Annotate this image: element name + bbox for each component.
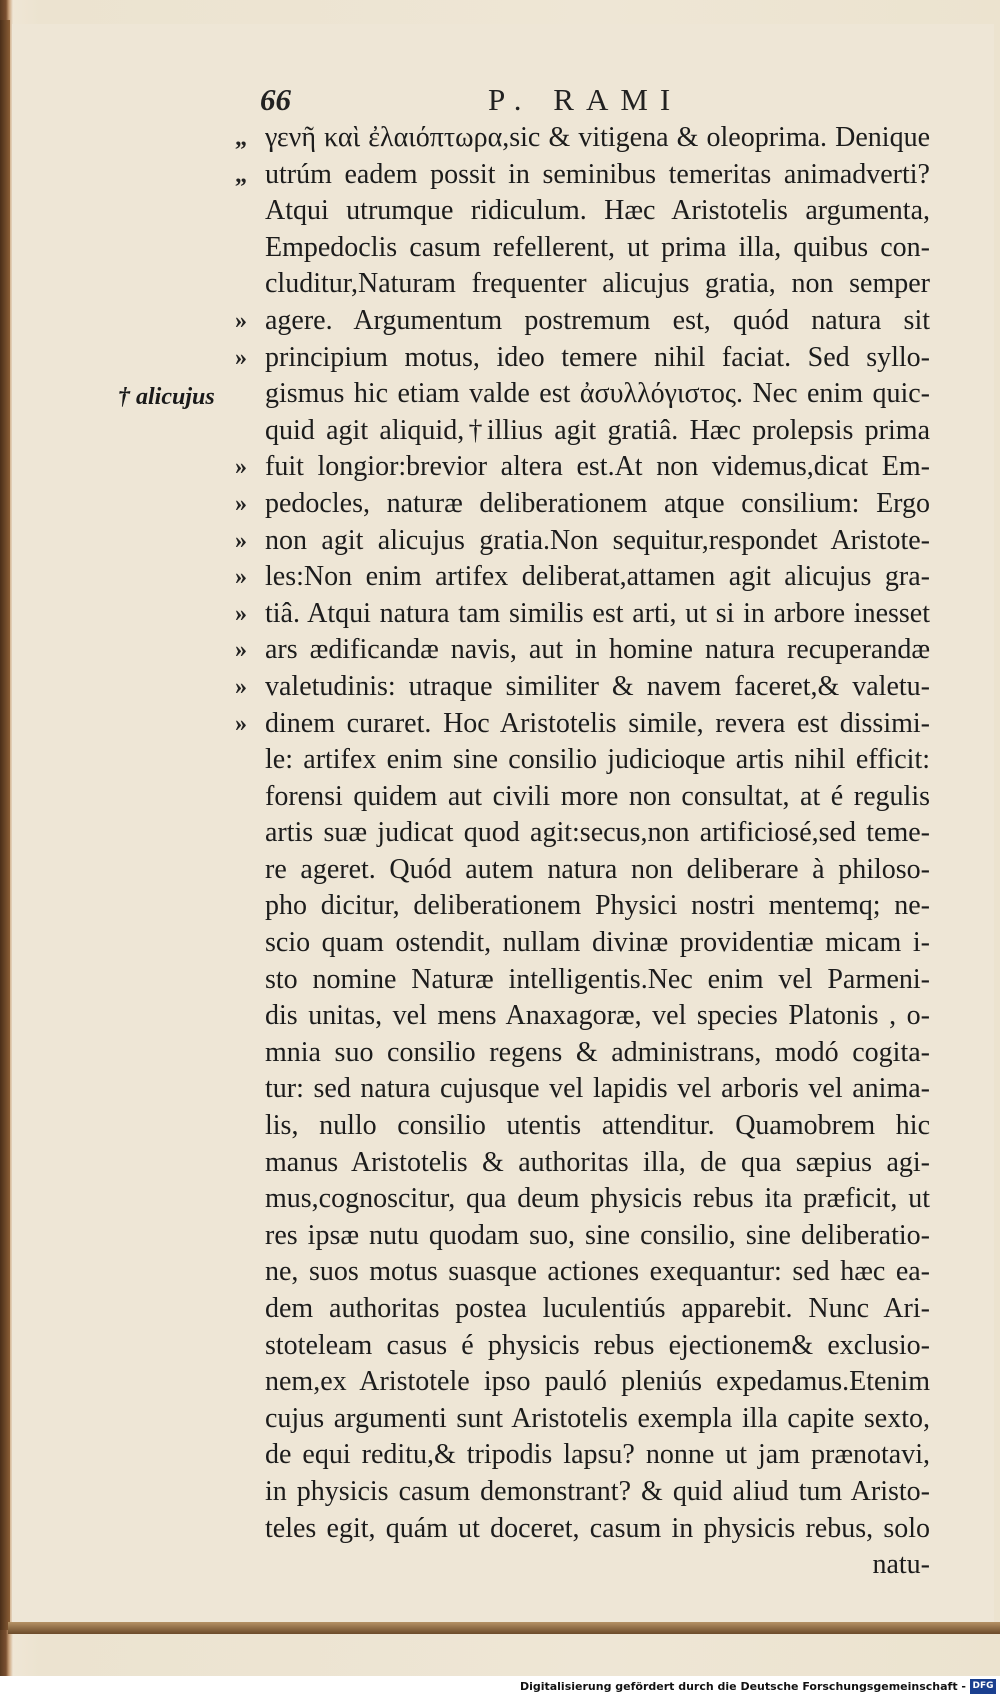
line-text: ars ædificandæ navis, aut in homine natura recuperandæ: [265, 634, 930, 666]
line-text: lis, nullo consilio utentis attenditur. Quamobrem hic: [265, 1110, 930, 1142]
line-text: principium motus, ideo temere nihil faciat. Sed syllo-: [265, 341, 930, 373]
line-text: teles egit, quám ut doceret, casum in physicis rebus, solo: [265, 1512, 930, 1544]
text-line: [235, 559, 930, 596]
page-bottom-edge: [8, 1622, 1000, 1634]
quotation-mark: »: [235, 600, 247, 627]
text-line: [265, 1401, 930, 1438]
line-text: le: artifex enim sine consilio judicioque artis nihil efficit:: [265, 744, 930, 776]
quotation-mark: »: [235, 564, 247, 591]
line-text: mnia suo consilio regens & administrans, modó cogita-: [265, 1036, 930, 1068]
text-line: [265, 779, 930, 816]
line-text: les:Non enim artifex deliberat,attamen agit alicujus gra-: [265, 561, 930, 593]
line-text: nem,ex Aristotele ipso pauló pleniús expedamus.Etenim: [265, 1366, 930, 1398]
quotation-mark: „: [235, 161, 247, 188]
text-line: [265, 1437, 930, 1474]
text-line: [265, 1364, 930, 1401]
quotation-mark: »: [235, 490, 247, 517]
text-line: [265, 193, 930, 230]
text-line: [265, 742, 930, 779]
text-line: [235, 340, 930, 377]
line-text: dis unitas, vel mens Anaxagoræ, vel species Platonis , o-: [265, 1000, 930, 1032]
line-text: manus Aristotelis & authoritas illa, de qua sæpius agi-: [265, 1146, 930, 1178]
body-text: [235, 120, 930, 1584]
line-text: res ipsæ nutu quodam suo, sine consilio, sine deliberatio-: [265, 1219, 930, 1251]
line-text: cluditur,Naturam frequenter alicujus gratia, non semper: [265, 268, 930, 300]
text-line: [265, 852, 930, 889]
line-text: Atqui utrumque ridiculum. Hæc Aristotelis argumenta,: [265, 195, 930, 227]
text-line: [235, 669, 930, 706]
quotation-mark: »: [235, 344, 247, 371]
running-head: P. RAMI: [488, 82, 683, 117]
quotation-mark: »: [235, 637, 247, 664]
line-text: agere. Argumentum postremum est, quód natura sit: [265, 304, 930, 336]
text-line: [235, 303, 930, 340]
text-line: [235, 120, 930, 157]
text-line: [265, 962, 930, 999]
text-line: [265, 1035, 930, 1072]
line-text: gismus hic etiam valde est ἀσυλλόγιστος. Nec enim quic-: [265, 378, 930, 410]
quotation-mark: »: [235, 527, 247, 554]
line-text: pedocles, naturæ deliberationem atque consilium: Ergo: [265, 487, 930, 519]
dfg-logo: DFG: [970, 1679, 996, 1694]
line-text: tiâ. Atqui natura tam similis est arti, ut si in arbore inesset: [265, 597, 930, 629]
text-line: [235, 596, 930, 633]
line-text: non agit alicujus gratia.Non sequitur,respondet Aristote-: [265, 524, 930, 556]
text-line: [265, 815, 930, 852]
text-line: [265, 1511, 930, 1548]
text-line: [235, 523, 930, 560]
quotation-mark: »: [235, 454, 247, 481]
text-line: [265, 1328, 930, 1365]
line-text: sto nomine Naturæ intelligentis.Nec enim vel Parmeni-: [265, 963, 930, 995]
text-line: [265, 230, 930, 267]
catchword: natu-: [872, 1549, 930, 1581]
text-line: [265, 1254, 930, 1291]
line-text: artis suæ judicat quod agit:secus,non artificiosé,sed teme-: [265, 817, 930, 849]
quotation-mark: „: [235, 125, 247, 151]
text-line: [265, 266, 930, 303]
line-text: ne, suos motus suasque actiones exequantur: sed hæc ea-: [265, 1256, 930, 1288]
text-line: [265, 376, 930, 413]
quotation-mark: »: [235, 710, 247, 737]
digitization-footer: [0, 1676, 1000, 1699]
text-line: [265, 925, 930, 962]
line-text: stoteleam casus é physicis rebus ejectionem& exclusio-: [265, 1329, 930, 1361]
marginal-note: † alicujus: [118, 384, 215, 410]
page-header: [0, 82, 1000, 122]
line-text: valetudinis: utraque similiter & navem faceret,& valetu-: [265, 670, 930, 702]
text-line: [265, 1474, 930, 1511]
quotation-mark: »: [235, 307, 247, 334]
line-text: de equi reditu,& tripodis lapsu? nonne ut jam prænotavi,: [265, 1439, 930, 1471]
book-spine: [0, 20, 10, 1630]
line-text: utrúm eadem possit in seminibus temeritas animadverti?: [265, 158, 930, 190]
quotation-mark: »: [235, 673, 247, 700]
text-line: [265, 1181, 930, 1218]
text-line: [265, 1218, 930, 1255]
text-line: [265, 1071, 930, 1108]
page-number: 66: [260, 82, 291, 117]
text-line: [235, 449, 930, 486]
text-line: [265, 1108, 930, 1145]
line-text: dinem curaret. Hoc Aristotelis simile, revera est dissimi-: [265, 707, 930, 739]
line-text: quid agit aliquid,†illius agit gratiâ. Hæc prolepsis prima: [265, 414, 930, 446]
line-text: Empedoclis casum refellerent, ut prima illa, quibus con-: [265, 231, 930, 263]
text-line: [265, 998, 930, 1035]
text-line: [265, 1291, 930, 1328]
line-text: cujus argumenti sunt Aristotelis exempla illa capite sexto,: [265, 1402, 930, 1434]
line-text: pho dicitur, deliberationem Physici nostri mentemq; ne-: [265, 890, 930, 922]
text-line: [235, 632, 930, 669]
line-text: in physicis casum demonstrant? & quid aliud tum Aristo-: [265, 1475, 930, 1507]
line-text: dem authoritas postea luculentiús apparebit. Nunc Ari-: [265, 1293, 930, 1324]
line-text: forensi quidem aut civili more non consultat, at é regulis: [265, 780, 930, 812]
funding-credit: Digitalisierung gefördert durch die Deutsche Forschungsgemeinschaft -: [519, 1680, 966, 1693]
line-text: tur: sed natura cujusque vel lapidis vel arboris vel anima-: [265, 1073, 930, 1105]
text-line: [265, 413, 930, 450]
text-line: [235, 486, 930, 523]
line-text: γενῆ καὶ ἐλαιόπτωρα,sic & vitigena & oleoprima. Denique: [265, 122, 930, 153]
text-line: [265, 888, 930, 925]
line-text: fuit longior:brevior altera est.At non videmus,dicat Em-: [265, 451, 930, 483]
line-text: mus,cognoscitur, qua deum physicis rebus ita præficit, ut: [265, 1183, 930, 1215]
text-line: [235, 157, 930, 194]
line-text: re ageret. Quód autem natura non deliberare à philoso-: [265, 853, 930, 885]
text-line: [235, 706, 930, 743]
line-text: scio quam ostendit, nullam divinæ providentiæ micam i-: [265, 927, 930, 959]
text-line: [265, 1145, 930, 1182]
